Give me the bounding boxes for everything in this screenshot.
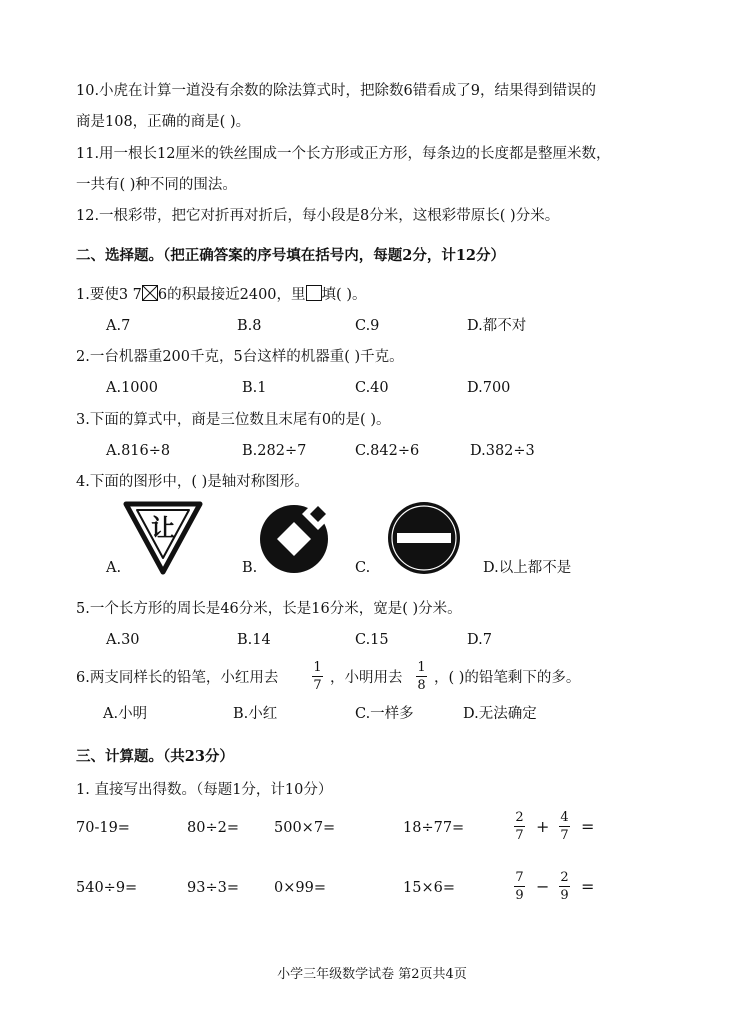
choice-q2: 2.一台机器重200千克，5台这样的机器重( )千克。	[76, 349, 404, 365]
choice-q6-mid: ，小明用去	[330, 670, 403, 686]
q10-line2: 商是108，正确的商是( )。	[76, 114, 251, 130]
q6-option-c: C.一样多	[355, 706, 414, 722]
q4-option-a: A.	[106, 560, 122, 576]
q4-option-d: D.以上都不是	[483, 560, 572, 576]
blank-box	[306, 285, 322, 301]
q1-option-c: C.9	[355, 318, 380, 334]
q1-text-pre: 1.要使3 7	[76, 287, 142, 303]
choice-q4: 4.下面的图形中，( )是轴对称图形。	[76, 474, 309, 490]
q4-option-b: B.	[242, 560, 258, 576]
page-footer: 小学三年级数学试卷 第2页共4页	[277, 967, 467, 982]
q4-option-c: C.	[355, 560, 371, 576]
calc-fraction-a	[514, 810, 525, 843]
q3-option-c: C.842÷6	[355, 443, 420, 459]
calc-item: 540÷9=	[76, 880, 138, 896]
q1-option-d: D.都不对	[467, 318, 527, 334]
calc-item: 80÷2=	[187, 820, 239, 836]
q11-line2: 一共有( )种不同的围法。	[76, 177, 237, 193]
choice-q1	[76, 285, 366, 305]
fraction-denominator: 8	[417, 678, 426, 693]
q6-fraction-2	[416, 660, 427, 693]
fraction-numerator: 1	[417, 660, 426, 675]
choice-q5: 5.一个长方形的周长是46分米，长是16分米，宽是( )分米。	[76, 601, 462, 617]
equals-sign: =	[581, 877, 595, 896]
equals-sign: =	[581, 817, 595, 836]
calc-subheading: 1. 直接写出得数。（每题1分，计10分）	[76, 782, 333, 798]
yield-sign-icon	[122, 500, 204, 576]
choice-section-heading: 二、选择题。（把正确答案的序号填在括号内，每题2分，计12分）	[76, 247, 506, 264]
plus-operator: +	[536, 817, 550, 836]
q11-line1: 11.用一根长12厘米的铁丝围成一个长方形或正方形，每条边的长度都是整厘米数，	[76, 146, 611, 162]
fraction-denominator: 9	[515, 888, 524, 903]
q3-option-d: D.382÷3	[470, 443, 535, 459]
fraction-numerator: 2	[560, 870, 569, 885]
q1-text-mid: 6的积最接近2400，里	[157, 287, 306, 303]
fraction-numerator: 7	[515, 870, 524, 885]
q5-option-d: D.7	[467, 632, 492, 648]
q6-option-b: B.小红	[233, 706, 278, 722]
q5-option-b: B.14	[237, 632, 271, 648]
fraction-numerator: 1	[313, 660, 322, 675]
q2-option-d: D.700	[467, 380, 511, 396]
calc-item: 70-19=	[76, 820, 130, 836]
q6-fraction-1	[312, 660, 323, 693]
q1-text-post: 填( )。	[321, 287, 367, 303]
q6-option-a: A.小明	[103, 706, 148, 722]
yield-sign-text: 让	[151, 514, 175, 542]
q5-option-c: C.15	[355, 632, 389, 648]
diamond-logo-icon	[258, 500, 332, 576]
q1-option-b: B.8	[237, 318, 262, 334]
calc-item: 500×7=	[274, 820, 336, 836]
minus-operator: −	[536, 877, 550, 896]
fraction-numerator: 2	[515, 810, 524, 825]
calc-fraction-a	[514, 870, 525, 903]
choice-q6-post: ，( )的铅笔剩下的多。	[434, 670, 581, 686]
blank-box	[142, 285, 158, 301]
q2-option-c: C.40	[355, 380, 389, 396]
q10-line1: 10.小虎在计算一道没有余数的除法算式时，把除数6错看成了9，结果得到错误的	[76, 83, 597, 99]
calc-fraction-b	[559, 810, 570, 843]
q3-option-b: B.282÷7	[242, 443, 307, 459]
q5-option-a: A.30	[106, 632, 140, 648]
q3-option-a: A.816÷8	[106, 443, 171, 459]
fraction-numerator: 4	[560, 810, 569, 825]
calc-section-heading: 三、计算题。（共23分）	[76, 748, 234, 765]
q2-option-a: A.1000	[106, 380, 158, 396]
calc-item: 15×6=	[403, 880, 455, 896]
q12-text: 12.一根彩带，把它对折再对折后，每小段是8分米，这根彩带原长( )分米。	[76, 208, 560, 224]
choice-q6-pre: 6.两支同样长的铅笔，小红用去	[76, 670, 279, 686]
fraction-denominator: 7	[515, 828, 524, 843]
no-entry-sign-icon	[386, 500, 462, 576]
choice-q3: 3.下面的算式中，商是三位数且末尾有0的是( )。	[76, 412, 391, 428]
fraction-denominator: 9	[560, 888, 569, 903]
calc-item: 0×99=	[274, 880, 326, 896]
fraction-denominator: 7	[313, 678, 322, 693]
fraction-denominator: 7	[560, 828, 569, 843]
calc-fraction-b	[559, 870, 570, 903]
q2-option-b: B.1	[242, 380, 267, 396]
calc-item: 93÷3=	[187, 880, 239, 896]
q1-option-a: A.7	[106, 318, 131, 334]
calc-item: 18÷77=	[403, 820, 465, 836]
q6-option-d: D.无法确定	[463, 706, 537, 722]
